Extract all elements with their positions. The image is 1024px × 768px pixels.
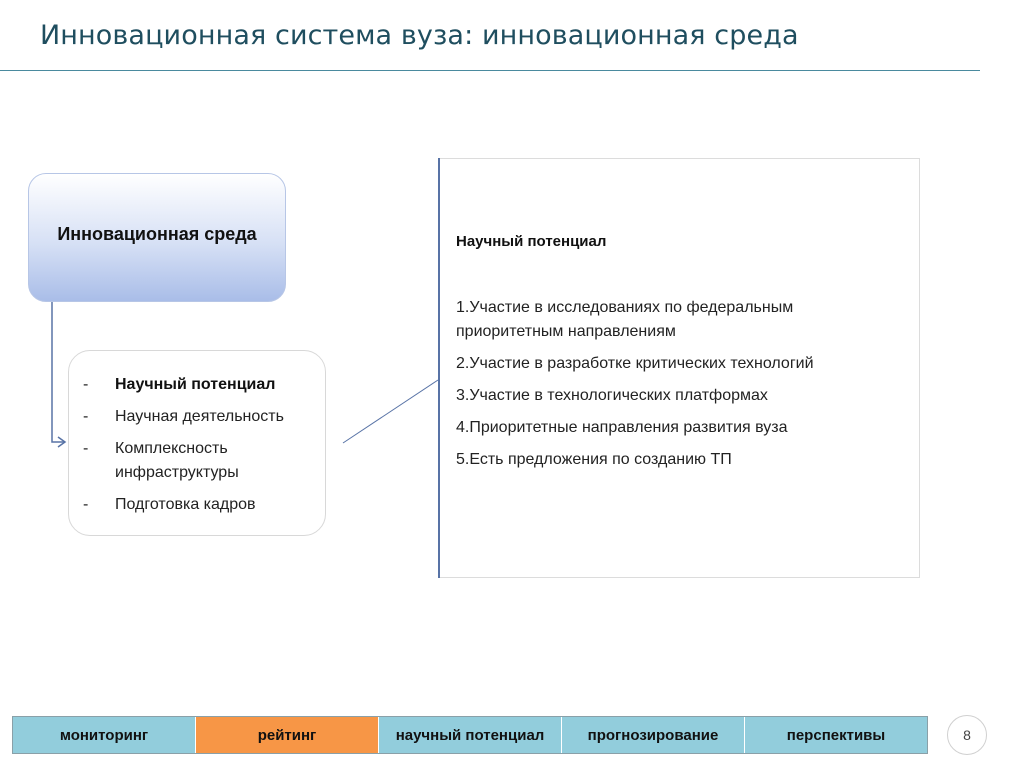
page-number: 8 [947, 715, 987, 755]
list-item: - Научный потенциал [83, 376, 276, 393]
section-tabs [12, 716, 928, 754]
list-item: - Подготовка кадров [83, 496, 256, 513]
list-item: - Комплексность инфраструктуры [83, 440, 239, 481]
list-item: 4.Приоритетные направления развития вуза [456, 419, 788, 436]
tab-rating[interactable]: рейтинг [196, 717, 379, 753]
environment-components-list [83, 373, 319, 525]
tab-forecasting[interactable]: прогнозирование [562, 717, 745, 753]
tab-monitoring[interactable]: мониторинг [13, 717, 196, 753]
slide-title: Инновационная система вуза: инновационная среда [40, 20, 799, 51]
callout-line [343, 380, 438, 443]
list-item: 1.Участие в исследованиях по федеральным приоритетным направлениям [456, 299, 794, 340]
innovation-environment-label: Инновационная среда [57, 224, 257, 244]
elbow-connector [52, 302, 64, 442]
environment-components-box [68, 350, 326, 536]
panel-title: Научный потенциал [456, 233, 607, 250]
tab-prospects[interactable]: перспективы [745, 717, 927, 753]
panel-accent-bar [438, 158, 440, 578]
tab-scientific-potential[interactable]: научный потенциал [379, 717, 562, 753]
list-item: 2.Участие в разработке критических технологий [456, 355, 814, 372]
list-item: - Научная деятельность [83, 408, 284, 425]
panel-items [456, 296, 896, 480]
list-item: 3.Участие в технологических платформах [456, 387, 768, 404]
list-item: 5.Есть предложения по созданию ТП [456, 451, 732, 468]
